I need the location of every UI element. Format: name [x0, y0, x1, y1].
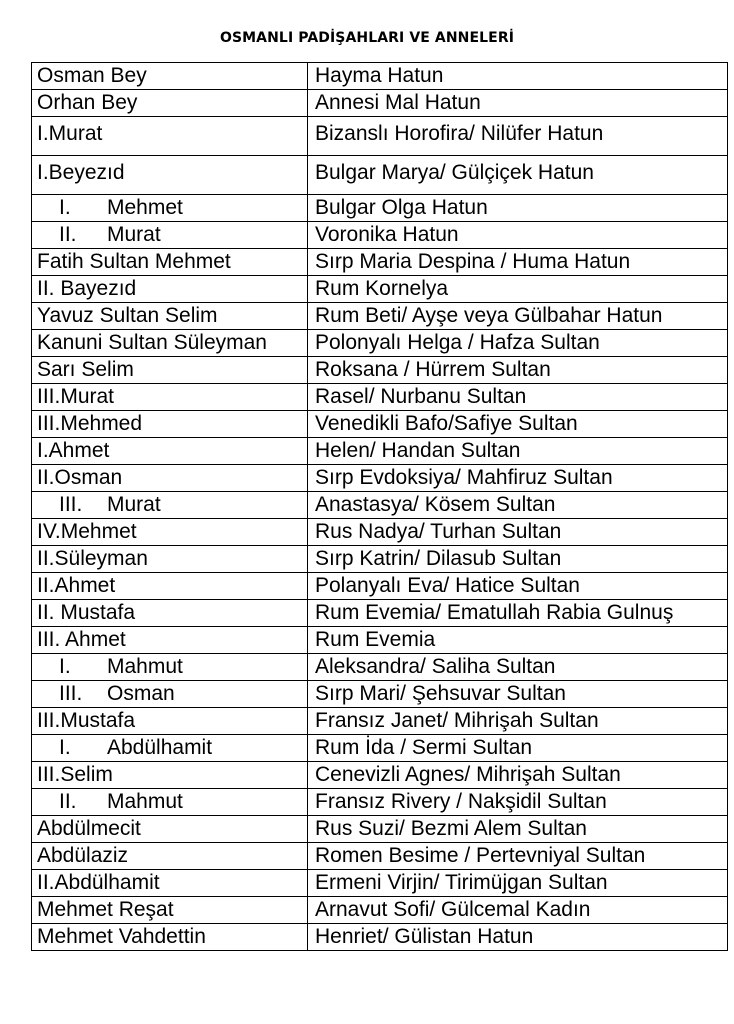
mother-cell: Bulgar Marya/ Gülçiçek Hatun: [308, 156, 728, 195]
table-row: [32, 762, 728, 789]
sultan-name: Osman: [107, 682, 175, 705]
table-row: [32, 816, 728, 843]
sultan-cell: II. Bayezıd: [32, 276, 308, 303]
sultan-cell: Abdülmecit: [32, 816, 308, 843]
sultan-cell: III.Murat: [32, 384, 308, 411]
table-row: [32, 627, 728, 654]
mother-cell: Rum Kornelya: [308, 276, 728, 303]
mother-cell: Sırp Katrin/ Dilasub Sultan: [308, 546, 728, 573]
table-row: [32, 897, 728, 924]
mother-cell: Fransız Janet/ Mihrişah Sultan: [308, 708, 728, 735]
sultan-cell: [32, 492, 308, 519]
sultan-cell: Fatih Sultan Mehmet: [32, 249, 308, 276]
sultan-ordinal: I.: [59, 196, 71, 219]
table-row: [32, 195, 728, 222]
table-row: [32, 63, 728, 90]
sultan-cell: Mehmet Vahdettin: [32, 924, 308, 951]
mother-cell: Annesi Mal Hatun: [308, 90, 728, 117]
sultan-cell: [32, 681, 308, 708]
mother-cell: Anastasya/ Kösem Sultan: [308, 492, 728, 519]
table-row: [32, 870, 728, 897]
sultan-name: Mahmut: [107, 655, 183, 678]
table-row: [32, 465, 728, 492]
sultan-cell: I.Murat: [32, 117, 308, 156]
table-row: [32, 573, 728, 600]
table-row: [32, 789, 728, 816]
table-row: [32, 303, 728, 330]
mother-cell: Rum İda / Sermi Sultan: [308, 735, 728, 762]
mother-cell: Aleksandra/ Saliha Sultan: [308, 654, 728, 681]
sultan-cell: Yavuz Sultan Selim: [32, 303, 308, 330]
table-row: [32, 357, 728, 384]
sultan-cell: II.Ahmet: [32, 573, 308, 600]
table-row: [32, 330, 728, 357]
sultan-cell: Orhan Bey: [32, 90, 308, 117]
table-row: [32, 654, 728, 681]
sultan-ordinal: III.: [59, 493, 83, 516]
sultan-name: Murat: [107, 223, 161, 246]
mother-cell: Roksana / Hürrem Sultan: [308, 357, 728, 384]
sultan-cell: I.Beyezıd: [32, 156, 308, 195]
sultan-name: Abdülhamit: [107, 736, 213, 759]
sultan-cell: III.Mehmed: [32, 411, 308, 438]
sultan-name: Mehmet: [107, 196, 183, 219]
sultan-cell: Kanuni Sultan Süleyman: [32, 330, 308, 357]
sultan-ordinal: I.: [59, 655, 71, 678]
table-row: [32, 519, 728, 546]
table-row: [32, 546, 728, 573]
sultan-cell: II.Süleyman: [32, 546, 308, 573]
mother-cell: Rasel/ Nurbanu Sultan: [308, 384, 728, 411]
sultan-cell: III.Mustafa: [32, 708, 308, 735]
table-row: [32, 438, 728, 465]
sultan-ordinal: II.: [59, 223, 77, 246]
sultan-cell: III.Selim: [32, 762, 308, 789]
sultan-cell: II. Mustafa: [32, 600, 308, 627]
mother-cell: Bulgar Olga Hatun: [308, 195, 728, 222]
table-row: [32, 924, 728, 951]
table-row: [32, 600, 728, 627]
mother-cell: Helen/ Handan Sultan: [308, 438, 728, 465]
mother-cell: Polonyalı Helga / Hafza Sultan: [308, 330, 728, 357]
sultan-cell: Sarı Selim: [32, 357, 308, 384]
table-row: [32, 222, 728, 249]
table-row: [32, 249, 728, 276]
sultan-cell: IV.Mehmet: [32, 519, 308, 546]
mother-cell: Henriet/ Gülistan Hatun: [308, 924, 728, 951]
table-row: [32, 276, 728, 303]
sultan-cell: I.Ahmet: [32, 438, 308, 465]
mother-cell: Ermeni Virjin/ Tirimüjgan Sultan: [308, 870, 728, 897]
sultan-cell: [32, 222, 308, 249]
sultan-cell: II.Abdülhamit: [32, 870, 308, 897]
table-row: [32, 492, 728, 519]
mother-cell: Voronika Hatun: [308, 222, 728, 249]
table-row: [32, 411, 728, 438]
table-row: [32, 90, 728, 117]
table-row: [32, 735, 728, 762]
sultan-ordinal: II.: [59, 790, 77, 813]
mother-cell: Arnavut Sofi/ Gülcemal Kadın: [308, 897, 728, 924]
table-row: [32, 708, 728, 735]
mother-cell: Rus Nadya/ Turhan Sultan: [308, 519, 728, 546]
sultan-name: Mahmut: [107, 790, 183, 813]
mother-cell: Romen Besime / Pertevniyal Sultan: [308, 843, 728, 870]
mother-cell: Rum Evemia: [308, 627, 728, 654]
mother-cell: Rum Beti/ Ayşe veya Gülbahar Hatun: [308, 303, 728, 330]
sultan-cell: [32, 789, 308, 816]
table-row: [32, 117, 728, 156]
mother-cell: Rus Suzi/ Bezmi Alem Sultan: [308, 816, 728, 843]
sultan-name: Murat: [107, 493, 161, 516]
mother-cell: Rum Evemia/ Ematullah Rabia Gulnuş: [308, 600, 728, 627]
mother-cell: Sırp Maria Despina / Huma Hatun: [308, 249, 728, 276]
table-row: [32, 384, 728, 411]
mother-cell: Polanyalı Eva/ Hatice Sultan: [308, 573, 728, 600]
table-row: [32, 681, 728, 708]
sultan-cell: [32, 735, 308, 762]
sultan-cell: [32, 195, 308, 222]
document-title: OSMANLI PADİŞAHLARI VE ANNELERİ: [219, 30, 515, 46]
mother-cell: Venedikli Bafo/Safiye Sultan: [308, 411, 728, 438]
sultan-ordinal: I.: [59, 736, 71, 759]
sultan-cell: Osman Bey: [32, 63, 308, 90]
sultan-cell: [32, 654, 308, 681]
mother-cell: Bizanslı Horofira/ Nilüfer Hatun: [308, 117, 728, 156]
mother-cell: Sırp Evdoksiya/ Mahfiruz Sultan: [308, 465, 728, 492]
table-row: [32, 843, 728, 870]
sultans-mothers-table: [31, 62, 728, 951]
sultan-cell: III. Ahmet: [32, 627, 308, 654]
sultan-cell: Mehmet Reşat: [32, 897, 308, 924]
sultan-cell: II.Osman: [32, 465, 308, 492]
mother-cell: Fransız Rivery / Nakşidil Sultan: [308, 789, 728, 816]
mother-cell: Cenevizli Agnes/ Mihrişah Sultan: [308, 762, 728, 789]
sultan-cell: Abdülaziz: [32, 843, 308, 870]
mother-cell: Sırp Mari/ Şehsuvar Sultan: [308, 681, 728, 708]
sultan-ordinal: III.: [59, 682, 83, 705]
table-row: [32, 156, 728, 195]
mother-cell: Hayma Hatun: [308, 63, 728, 90]
